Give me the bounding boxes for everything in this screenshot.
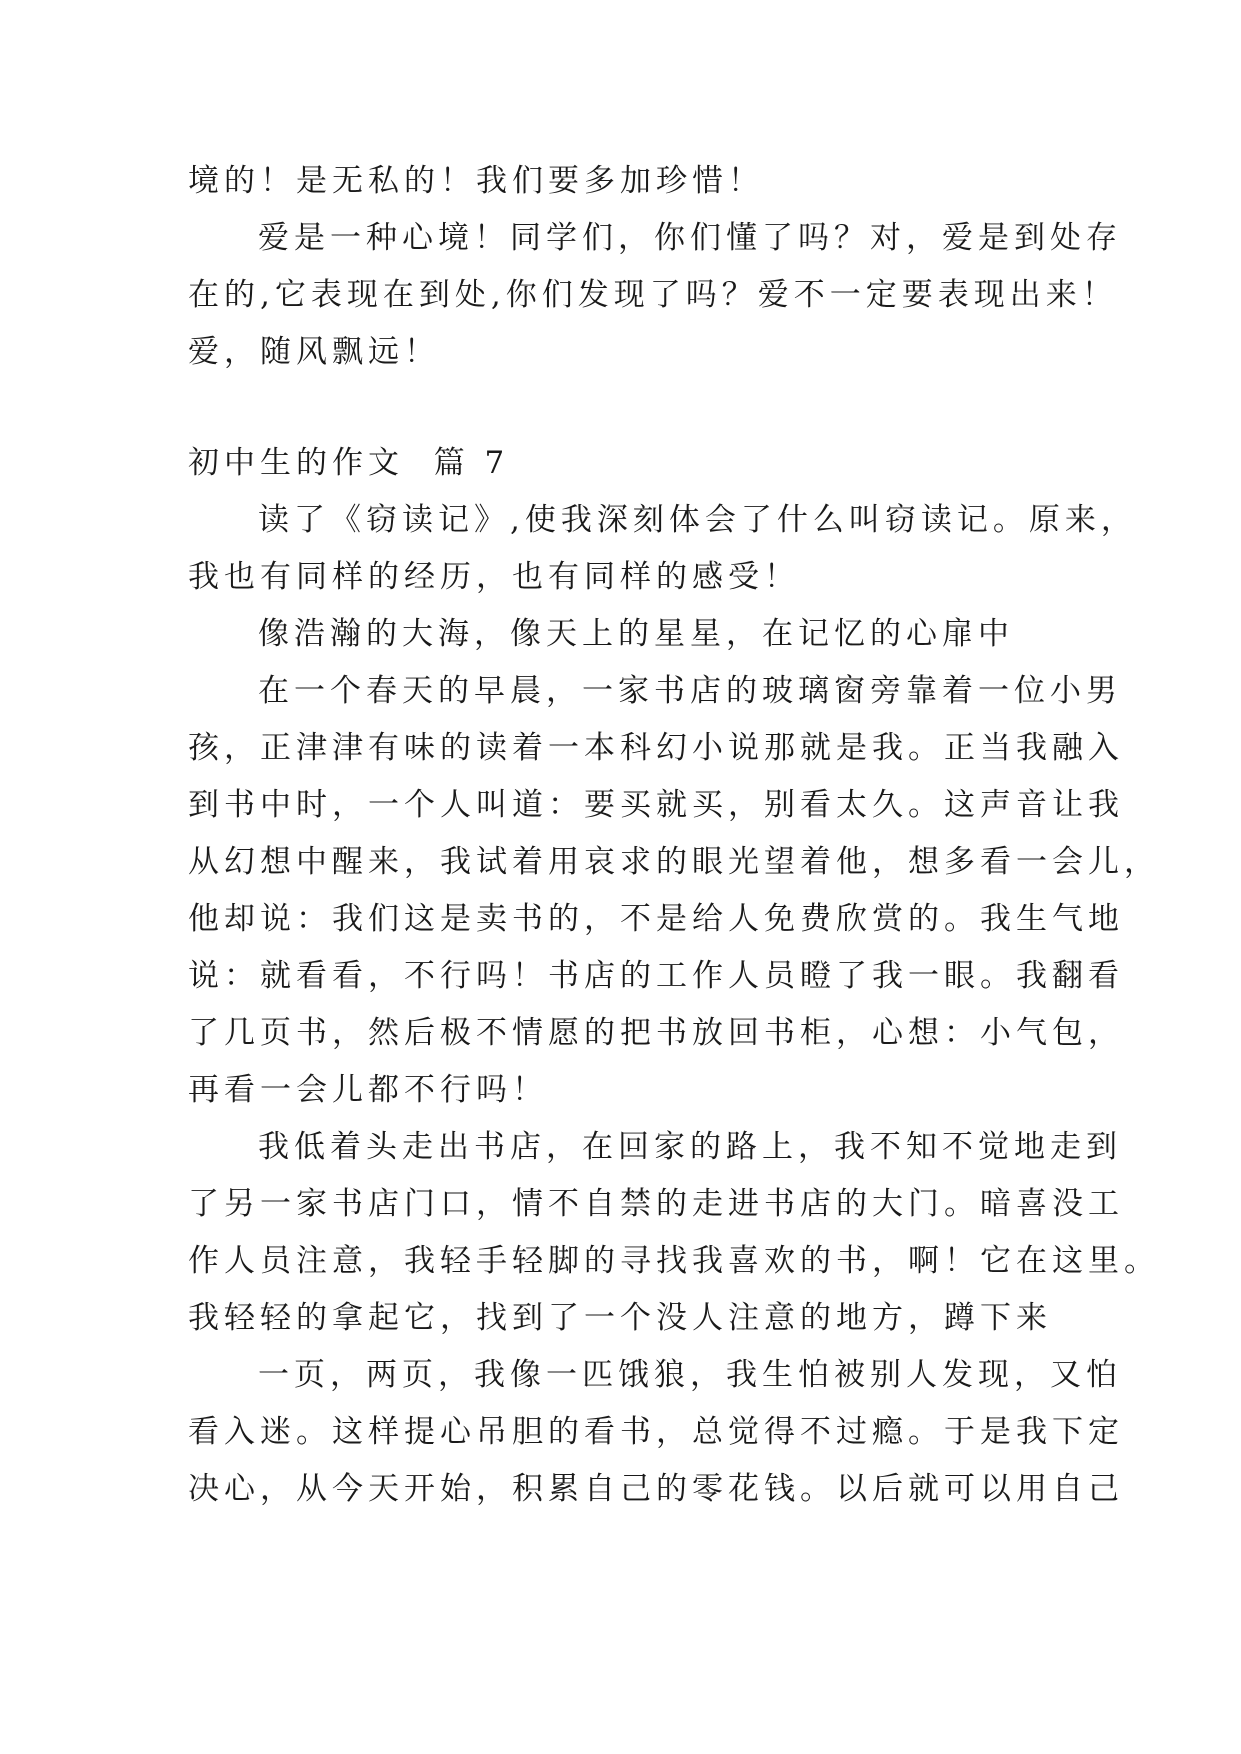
paragraph-3 (188, 663, 1160, 1119)
text-line: 作人员注意，我轻手轻脚的寻找我喜欢的书，啊！它在这里。 (188, 1243, 1160, 1279)
text-line: 从幻想中醒来，我试着用哀求的眼光望着他，想多看一会儿， (188, 844, 1160, 880)
text-line: 读了《窃读记》,使我深刻体会了什么叫窃读记。原来， (258, 502, 1137, 538)
paragraph-love (188, 210, 1122, 381)
text-line: 说：就看看，不行吗！书店的工作人员瞪了我一眼。我翻看 (188, 958, 1124, 994)
text-line: 像浩瀚的大海，像天上的星星，在记忆的心扉中 (258, 616, 1014, 652)
section-gap (188, 381, 1058, 435)
text-line: 他却说：我们这是卖书的，不是给人免费欣赏的。我生气地 (188, 901, 1124, 937)
paragraph-1 (188, 492, 1137, 606)
text-line: 我低着头走出书店，在回家的路上，我不知不觉地走到 (258, 1129, 1122, 1165)
text-line: 我轻轻的拿起它，找到了一个没人注意的地方，蹲下来 (188, 1300, 1052, 1336)
text-line: 一页，两页，我像一匹饿狼，我生怕被别人发现，又怕 (258, 1357, 1122, 1393)
text-line: 了另一家书店门口，情不自禁的走进书店的大门。暗喜没工 (188, 1186, 1124, 1222)
text-line: 我也有同样的经历，也有同样的感受！ (188, 559, 800, 595)
paragraph-5 (188, 1347, 1124, 1518)
document-body (188, 153, 1160, 1518)
paragraph-4 (188, 1119, 1160, 1347)
paragraph-2 (188, 606, 1058, 663)
paragraph-ending (188, 153, 1058, 210)
text-line: 在的,它表现在到处,你们发现了吗？爱不一定要表现出来！ (188, 277, 1118, 313)
text-line: 看入迷。这样提心吊胆的看书，总觉得不过瘾。于是我下定 (188, 1414, 1124, 1450)
text-line: 孩，正津津有味的读着一本科幻小说那就是我。正当我融入 (188, 730, 1124, 766)
text-line: 在一个春天的早晨，一家书店的玻璃窗旁靠着一位小男 (258, 673, 1122, 709)
text-line: 到书中时，一个人叫道：要买就买，别看太久。这声音让我 (188, 787, 1124, 823)
text-line: 爱，随风飘远！ (188, 334, 440, 370)
text-line: 再看一会儿都不行吗！ (188, 1072, 548, 1108)
section-heading: 初中生的作文 篇 7 (188, 445, 510, 481)
text-line: 了几页书，然后极不情愿的把书放回书柜，心想：小气包， (188, 1015, 1124, 1051)
text-line: 爱是一种心境！同学们，你们懂了吗？对，爱是到处存 (258, 220, 1122, 256)
text-line: 决心，从今天开始，积累自己的零花钱。以后就可以用自己 (188, 1471, 1124, 1507)
text-line: 境的！是无私的！我们要多加珍惜！ (188, 163, 764, 199)
